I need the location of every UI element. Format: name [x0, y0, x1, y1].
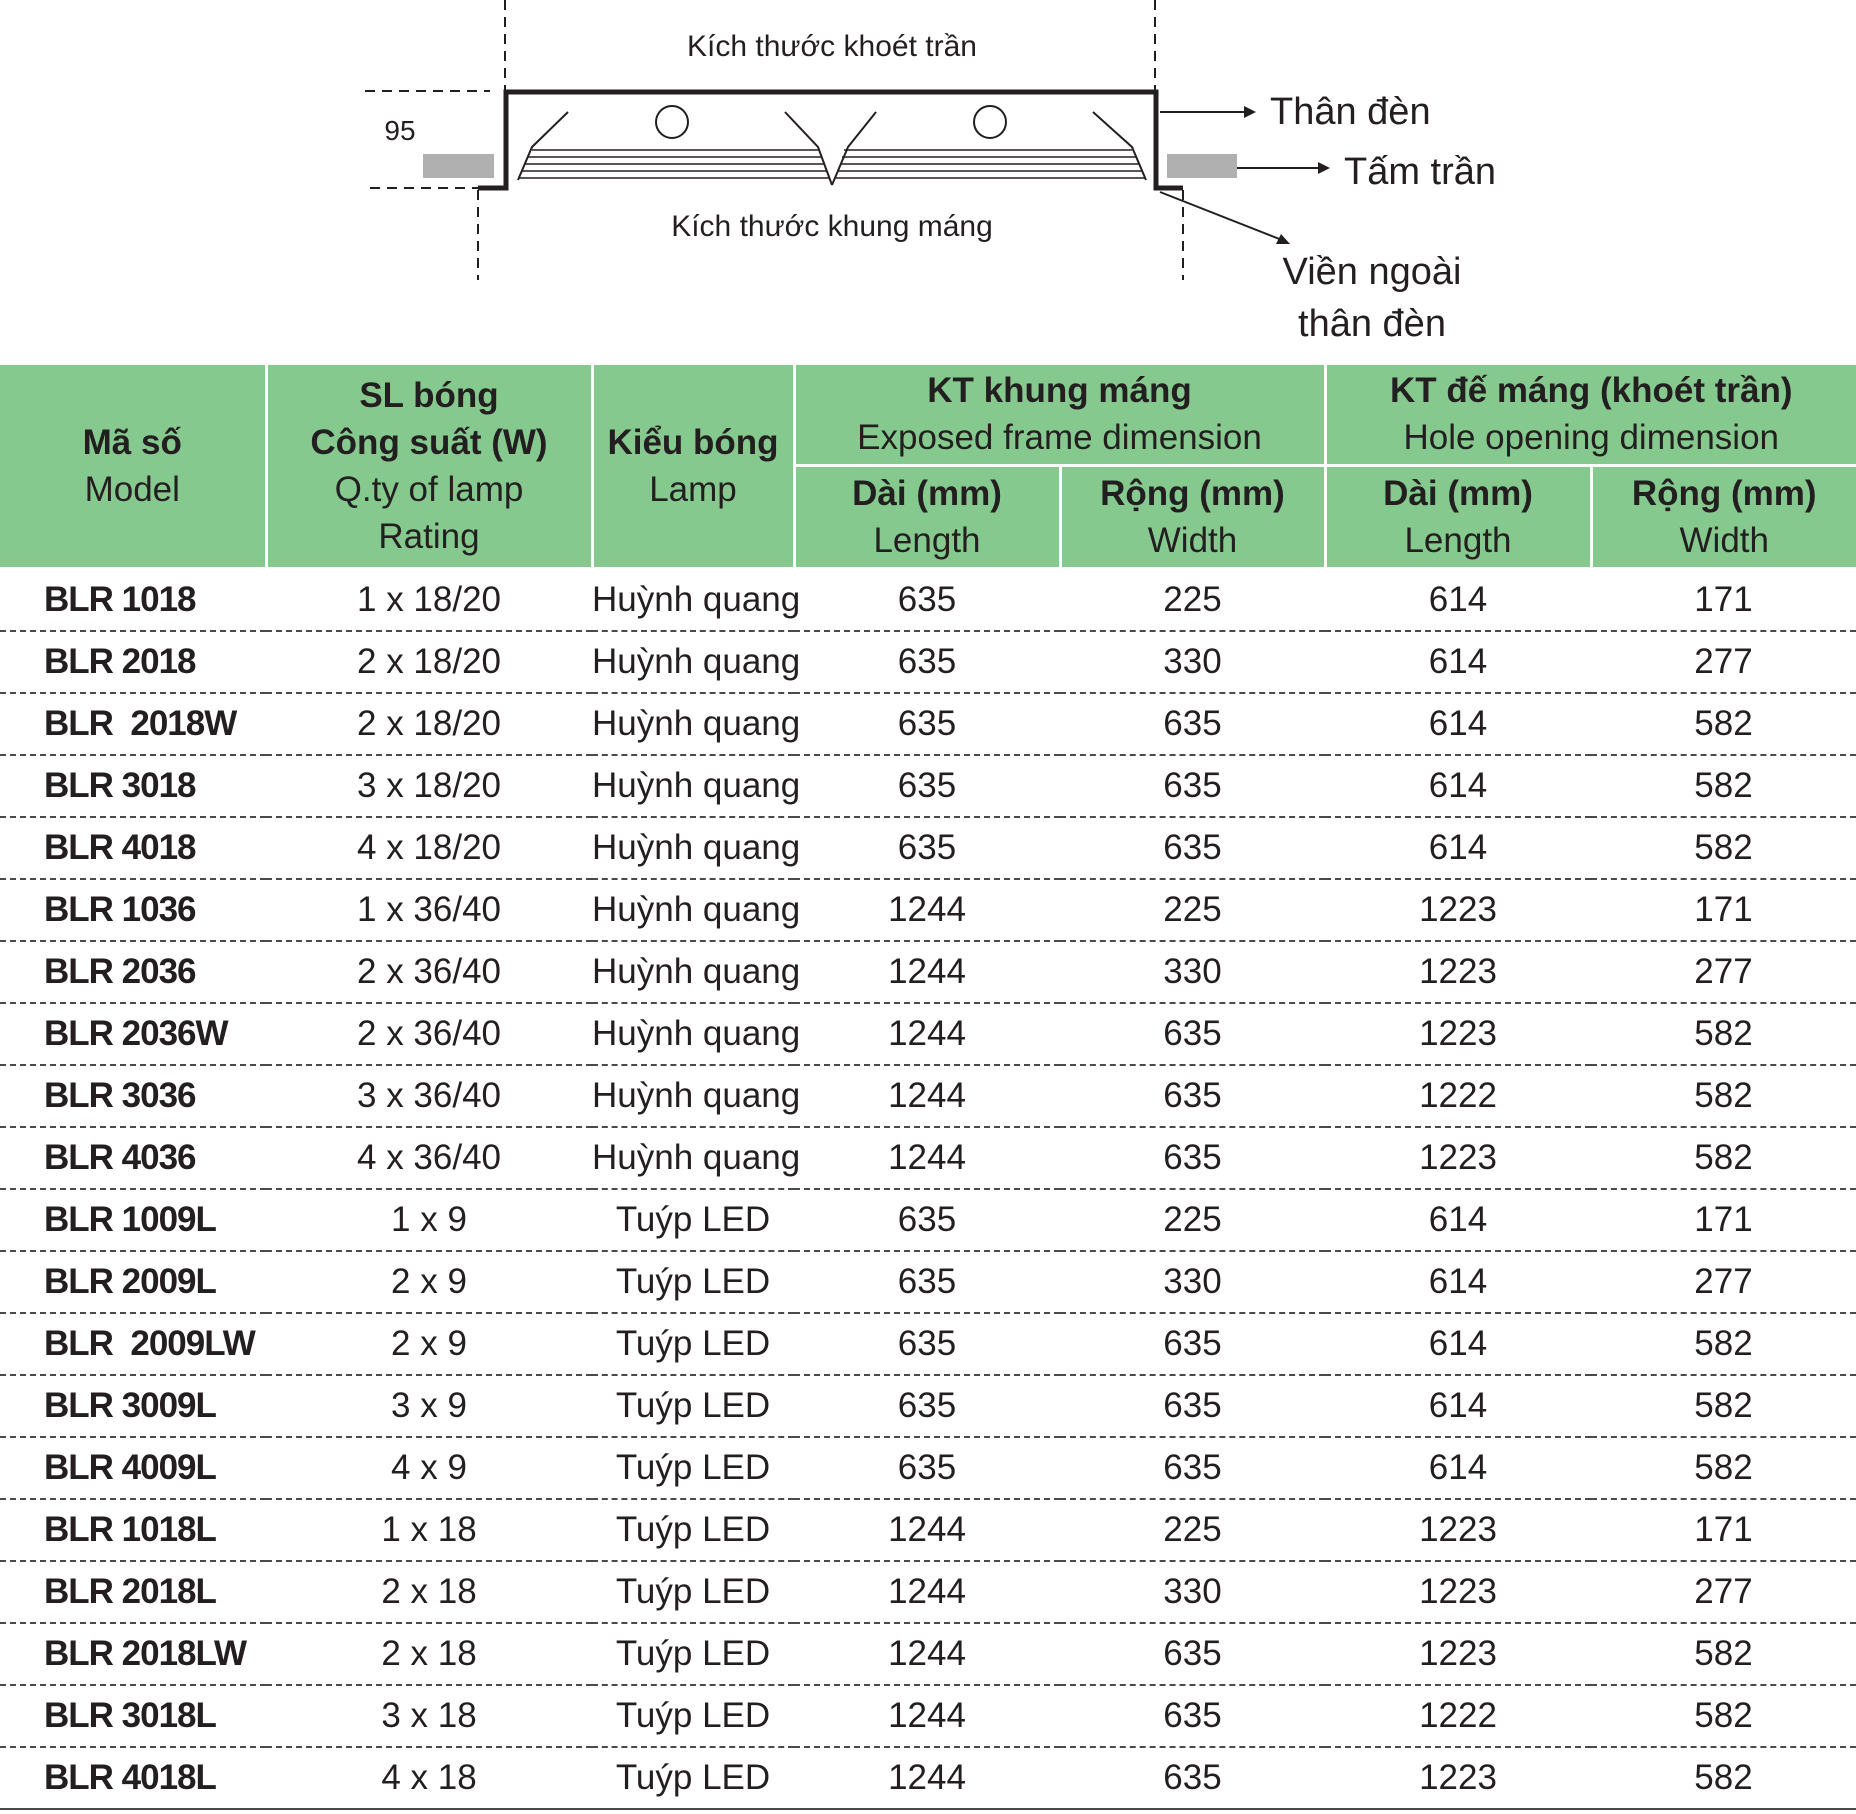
frame-width-cell: 635 — [1060, 1685, 1325, 1747]
lamp-type-cell: Tuýp LED — [592, 1685, 794, 1747]
lamp-type-cell: Tuýp LED — [592, 1623, 794, 1685]
callout-body-label: Thân đèn — [1270, 91, 1431, 133]
model-cell: BLR 2036W — [0, 1003, 266, 1065]
lamp-tube-right — [974, 106, 1006, 138]
frame-length-cell: 1244 — [794, 1685, 1060, 1747]
header-rating-en-2: Rating — [378, 516, 480, 556]
frame-length-cell: 1244 — [794, 1561, 1060, 1623]
frame-length-cell: 635 — [794, 1313, 1060, 1375]
hole-length-cell: 614 — [1325, 1437, 1591, 1499]
frame-dimension-label: Kích thước khung máng — [671, 210, 993, 243]
frame-width-cell: 225 — [1060, 568, 1325, 631]
rating-cell: 3 x 36/40 — [266, 1065, 592, 1127]
callout-rim-label-line1: Viền ngoài — [1282, 251, 1462, 293]
hole-length-cell: 1222 — [1325, 1065, 1591, 1127]
frame-width-cell: 330 — [1060, 1251, 1325, 1313]
hole-length-cell: 1223 — [1325, 1747, 1591, 1809]
frame-width-cell: 635 — [1060, 1313, 1325, 1375]
hole-length-cell: 614 — [1325, 631, 1591, 693]
rating-cell: 1 x 9 — [266, 1189, 592, 1251]
lamp-type-cell: Huỳnh quang — [592, 568, 794, 631]
hole-width-cell: 582 — [1591, 1313, 1856, 1375]
frame-length-cell: 1244 — [794, 879, 1060, 941]
hole-length-cell: 614 — [1325, 1189, 1591, 1251]
lamp-type-cell: Huỳnh quang — [592, 755, 794, 817]
table-row — [0, 1065, 1856, 1127]
model-cell: BLR 2018L — [0, 1561, 266, 1623]
hole-length-cell: 614 — [1325, 568, 1591, 631]
rating-cell: 2 x 18/20 — [266, 631, 592, 693]
lamp-type-cell: Tuýp LED — [592, 1561, 794, 1623]
callout-ceiling-arrowhead — [1318, 162, 1330, 174]
header-frame-width — [1060, 465, 1325, 568]
lamp-type-cell: Huỳnh quang — [592, 1003, 794, 1065]
rating-cell: 3 x 9 — [266, 1375, 592, 1437]
frame-width-cell: 635 — [1060, 817, 1325, 879]
model-cell: BLR 3009L — [0, 1375, 266, 1437]
callout-rim-arrow — [1160, 192, 1282, 240]
hole-width-cell: 582 — [1591, 1375, 1856, 1437]
lamp-type-cell: Tuýp LED — [592, 1499, 794, 1561]
header-frame-length-vi: Dài (mm) — [852, 473, 1002, 513]
header-rating-en-1: Q.ty of lamp — [334, 469, 524, 509]
frame-width-cell: 635 — [1060, 1375, 1325, 1437]
lamp-type-cell: Huỳnh quang — [592, 941, 794, 1003]
rating-cell: 2 x 36/40 — [266, 1003, 592, 1065]
table-row — [0, 1747, 1856, 1809]
hole-width-cell: 171 — [1591, 879, 1856, 941]
lamp-type-cell: Tuýp LED — [592, 1313, 794, 1375]
louver-lines-right — [836, 150, 1145, 178]
fixture-body-outline — [478, 92, 1183, 188]
hole-width-cell: 277 — [1591, 1561, 1856, 1623]
hole-width-cell: 582 — [1591, 1685, 1856, 1747]
header-hole-en: Hole opening dimension — [1403, 418, 1780, 458]
rating-cell: 4 x 36/40 — [266, 1127, 592, 1189]
table-row — [0, 1189, 1856, 1251]
header-model — [0, 365, 266, 568]
header-hole-length-en: Length — [1404, 520, 1512, 560]
hole-length-cell: 1223 — [1325, 1127, 1591, 1189]
callout-ceiling-label: Tấm trần — [1344, 151, 1497, 193]
frame-length-cell: 1244 — [794, 941, 1060, 1003]
header-model-vi: Mã số — [82, 422, 182, 462]
lamp-type-cell: Tuýp LED — [592, 1189, 794, 1251]
hole-width-cell: 582 — [1591, 1623, 1856, 1685]
header-frame-width-en: Width — [1147, 520, 1238, 560]
rating-cell: 2 x 9 — [266, 1313, 592, 1375]
header-hole-length — [1325, 465, 1591, 568]
model-cell: BLR 3018 — [0, 755, 266, 817]
callout-body-arrowhead — [1244, 106, 1256, 118]
frame-length-cell: 1244 — [794, 1127, 1060, 1189]
header-frame-length-en: Length — [873, 520, 981, 560]
model-cell: BLR 4036 — [0, 1127, 266, 1189]
frame-length-cell: 635 — [794, 693, 1060, 755]
header-hole-length-vi: Dài (mm) — [1383, 473, 1533, 513]
frame-width-cell: 225 — [1060, 1499, 1325, 1561]
header-frame-length — [794, 465, 1060, 568]
lamp-type-cell: Huỳnh quang — [592, 693, 794, 755]
lamp-type-cell: Tuýp LED — [592, 1251, 794, 1313]
table-row — [0, 755, 1856, 817]
header-hole-vi: KT đế máng (khoét trần) — [1389, 371, 1793, 411]
frame-width-cell: 635 — [1060, 693, 1325, 755]
cutout-dimension-label: Kích thước khoét trần — [687, 30, 977, 63]
frame-length-cell: 635 — [794, 1189, 1060, 1251]
table-row — [0, 941, 1856, 1003]
reflector-right — [832, 112, 1146, 185]
lamp-type-cell: Tuýp LED — [592, 1747, 794, 1809]
hole-length-cell: 1223 — [1325, 1561, 1591, 1623]
model-cell: BLR 3036 — [0, 1065, 266, 1127]
frame-width-cell: 225 — [1060, 1189, 1325, 1251]
frame-width-cell: 635 — [1060, 755, 1325, 817]
model-cell: BLR 4009L — [0, 1437, 266, 1499]
hole-length-cell: 614 — [1325, 1313, 1591, 1375]
table-row — [0, 1003, 1856, 1065]
hole-width-cell: 582 — [1591, 693, 1856, 755]
reflector-left — [518, 112, 832, 185]
hole-width-cell: 277 — [1591, 941, 1856, 1003]
frame-width-cell: 330 — [1060, 941, 1325, 1003]
model-cell: BLR 2018W — [0, 693, 266, 755]
lamp-type-cell: Huỳnh quang — [592, 1065, 794, 1127]
frame-width-cell: 635 — [1060, 1003, 1325, 1065]
rating-cell: 2 x 18 — [266, 1623, 592, 1685]
frame-width-cell: 635 — [1060, 1127, 1325, 1189]
rating-cell: 1 x 36/40 — [266, 879, 592, 941]
model-cell: BLR 2009L — [0, 1251, 266, 1313]
table-row — [0, 1499, 1856, 1561]
header-frame-vi: KT khung máng — [927, 371, 1192, 411]
ceiling-panel-left — [423, 154, 494, 178]
header-hole-dimension — [1325, 365, 1856, 465]
frame-width-cell: 225 — [1060, 879, 1325, 941]
rating-cell: 1 x 18 — [266, 1499, 592, 1561]
header-rating — [266, 365, 592, 568]
hole-length-cell: 1222 — [1325, 1685, 1591, 1747]
header-hole-width-en: Width — [1679, 520, 1769, 560]
table-row — [0, 1127, 1856, 1189]
rating-cell: 2 x 18 — [266, 1561, 592, 1623]
hole-width-cell: 171 — [1591, 568, 1856, 631]
frame-length-cell: 1244 — [794, 1747, 1060, 1809]
hole-width-cell: 582 — [1591, 1003, 1856, 1065]
hole-width-cell: 171 — [1591, 1499, 1856, 1561]
model-cell: BLR 1018L — [0, 1499, 266, 1561]
model-cell: BLR 2018LW — [0, 1623, 266, 1685]
rating-cell: 1 x 18/20 — [266, 568, 592, 631]
frame-width-cell: 635 — [1060, 1623, 1325, 1685]
table-row — [0, 1375, 1856, 1437]
spec-table-body — [0, 568, 1856, 1809]
header-frame-dimension — [794, 365, 1325, 465]
model-cell: BLR 2018 — [0, 631, 266, 693]
hole-width-cell: 582 — [1591, 1127, 1856, 1189]
louver-lines-left — [519, 150, 829, 178]
hole-length-cell: 614 — [1325, 817, 1591, 879]
model-cell: BLR 4018 — [0, 817, 266, 879]
hole-length-cell: 614 — [1325, 693, 1591, 755]
hole-length-cell: 1223 — [1325, 1623, 1591, 1685]
rating-cell: 4 x 9 — [266, 1437, 592, 1499]
model-cell: BLR 4018L — [0, 1747, 266, 1809]
header-lamp — [592, 365, 794, 568]
hole-width-cell: 582 — [1591, 1065, 1856, 1127]
frame-width-cell: 635 — [1060, 1065, 1325, 1127]
frame-width-cell: 330 — [1060, 1561, 1325, 1623]
frame-length-cell: 635 — [794, 568, 1060, 631]
callout-rim-label-line2: thân đèn — [1298, 303, 1446, 345]
rating-cell: 4 x 18/20 — [266, 817, 592, 879]
hole-length-cell: 1223 — [1325, 941, 1591, 1003]
hole-length-cell: 614 — [1325, 1251, 1591, 1313]
lamp-type-cell: Tuýp LED — [592, 1375, 794, 1437]
spec-table — [0, 365, 1856, 1810]
model-cell: BLR 3018L — [0, 1685, 266, 1747]
hole-width-cell: 582 — [1591, 1747, 1856, 1809]
table-row — [0, 693, 1856, 755]
frame-length-cell: 635 — [794, 1251, 1060, 1313]
rating-cell: 2 x 18/20 — [266, 693, 592, 755]
lamp-type-cell: Huỳnh quang — [592, 817, 794, 879]
frame-length-cell: 1244 — [794, 1499, 1060, 1561]
lamp-type-cell: Huỳnh quang — [592, 1127, 794, 1189]
frame-width-cell: 635 — [1060, 1437, 1325, 1499]
hole-width-cell: 582 — [1591, 817, 1856, 879]
table-row — [0, 631, 1856, 693]
hole-width-cell: 171 — [1591, 1189, 1856, 1251]
frame-length-cell: 1244 — [794, 1623, 1060, 1685]
frame-length-cell: 1244 — [794, 1003, 1060, 1065]
header-hole-width-vi: Rộng (mm) — [1631, 473, 1817, 513]
model-cell: BLR 1009L — [0, 1189, 266, 1251]
header-frame-width-vi: Rộng (mm) — [1100, 473, 1285, 513]
table-row — [0, 568, 1856, 631]
frame-length-cell: 635 — [794, 1437, 1060, 1499]
table-row — [0, 1437, 1856, 1499]
height-value: 95 — [384, 115, 416, 146]
header-lamp-vi: Kiểu bóng — [607, 422, 779, 462]
lamp-type-cell: Huỳnh quang — [592, 879, 794, 941]
header-frame-en: Exposed frame dimension — [857, 418, 1262, 458]
lamp-type-cell: Tuýp LED — [592, 1437, 794, 1499]
rating-cell: 2 x 36/40 — [266, 941, 592, 1003]
header-hole-width — [1591, 465, 1856, 568]
frame-length-cell: 635 — [794, 631, 1060, 693]
header-rating-vi-2: Công suất (W) — [310, 422, 548, 462]
table-row — [0, 1623, 1856, 1685]
rating-cell: 3 x 18 — [266, 1685, 592, 1747]
table-row — [0, 879, 1856, 941]
frame-length-cell: 635 — [794, 755, 1060, 817]
frame-length-cell: 635 — [794, 1375, 1060, 1437]
hole-width-cell: 582 — [1591, 1437, 1856, 1499]
model-cell: BLR 1036 — [0, 879, 266, 941]
hole-width-cell: 277 — [1591, 1251, 1856, 1313]
frame-length-cell: 635 — [794, 817, 1060, 879]
hole-width-cell: 582 — [1591, 755, 1856, 817]
frame-width-cell: 330 — [1060, 631, 1325, 693]
hole-length-cell: 614 — [1325, 755, 1591, 817]
fixture-cross-section-diagram — [0, 0, 1856, 365]
rating-cell: 2 x 9 — [266, 1251, 592, 1313]
hole-length-cell: 1223 — [1325, 879, 1591, 941]
model-cell: BLR 2009LW — [0, 1313, 266, 1375]
ceiling-panel-right — [1167, 154, 1237, 178]
header-model-en: Model — [84, 469, 180, 509]
hole-width-cell: 277 — [1591, 631, 1856, 693]
header-rating-vi-1: SL bóng — [359, 375, 499, 415]
rating-cell: 4 x 18 — [266, 1747, 592, 1809]
header-lamp-en: Lamp — [649, 469, 737, 509]
lamp-type-cell: Huỳnh quang — [592, 631, 794, 693]
hole-length-cell: 614 — [1325, 1375, 1591, 1437]
lamp-tube-left — [656, 106, 688, 138]
table-row — [0, 1561, 1856, 1623]
frame-length-cell: 1244 — [794, 1065, 1060, 1127]
table-row — [0, 1251, 1856, 1313]
model-cell: BLR 1018 — [0, 568, 266, 631]
rating-cell: 3 x 18/20 — [266, 755, 592, 817]
table-row — [0, 817, 1856, 879]
hole-length-cell: 1223 — [1325, 1003, 1591, 1065]
hole-length-cell: 1223 — [1325, 1499, 1591, 1561]
table-row — [0, 1685, 1856, 1747]
table-row — [0, 1313, 1856, 1375]
frame-width-cell: 635 — [1060, 1747, 1325, 1809]
model-cell: BLR 2036 — [0, 941, 266, 1003]
